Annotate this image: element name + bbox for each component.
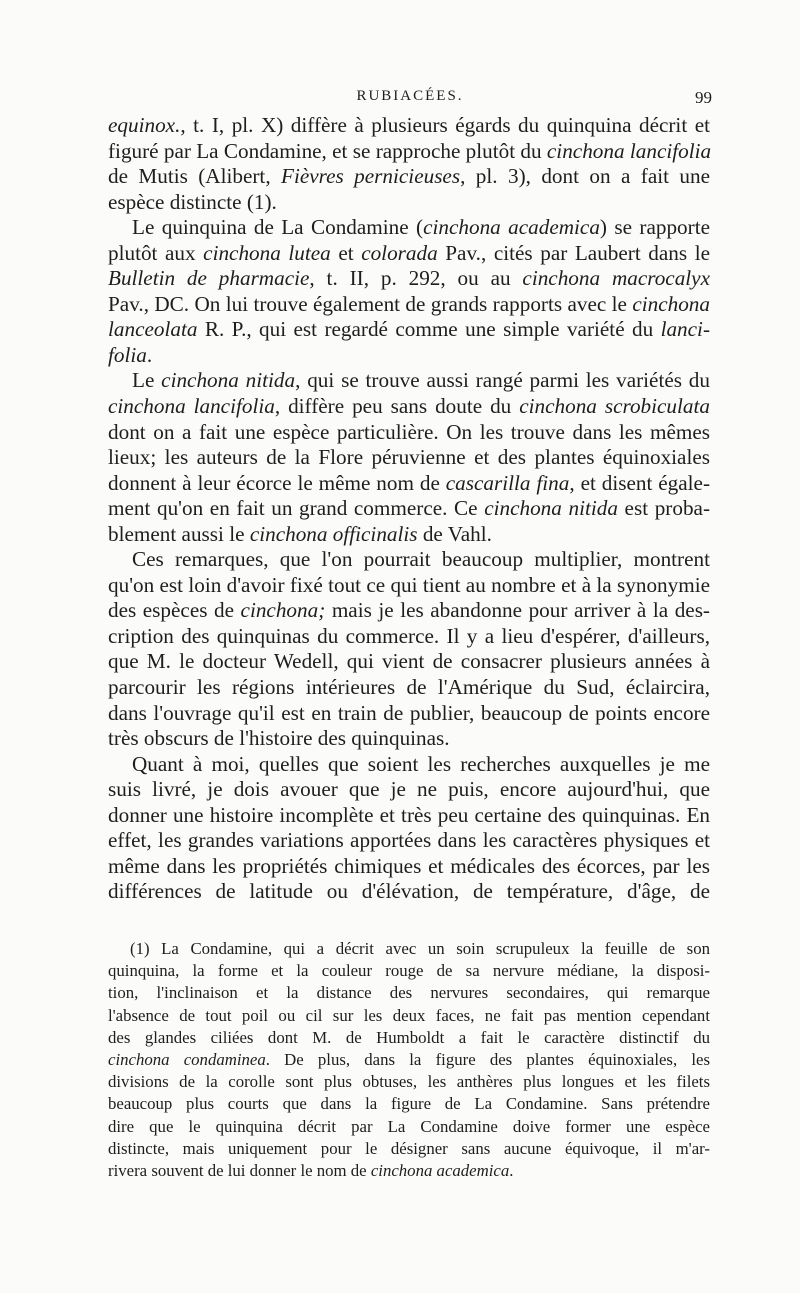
text-line: espèce distincte (1). [108, 189, 277, 214]
running-head [110, 88, 710, 108]
footnote-line: divisions de la corolle sont plus obtuses, les anthères plus longues et les filets [108, 1072, 710, 1092]
text-line: qu'on est loin d'avoir fixé tout ce qui tient au nombre et à la synonymie [108, 572, 710, 597]
text-line: très obscurs de l'histoire des quinquinas. [108, 726, 450, 751]
text-line: même dans les propriétés chimiques et médicales des écorces, par les [108, 853, 710, 878]
text-line: Le quinquina de La Condamine (cinchona academica) se rapporte [132, 215, 710, 240]
text-line: Le cinchona nitida, qui se trouve aussi rangé parmi les variétés du [132, 368, 710, 393]
footnote-line: des glandes ciliées dont M. de Humboldt a fait le caractère distinctif du [108, 1027, 710, 1047]
footnote-line: beaucoup plus courts que dans la figure de La Condamine. Sans prétendre [108, 1094, 710, 1114]
footnote-line: tion, l'inclinaison et la distance des nervures secondaires, qui remarque [108, 983, 710, 1003]
running-head-title: RUBIACÉES. [356, 88, 464, 104]
page-number: 99 [695, 88, 712, 107]
paragraph [108, 113, 710, 215]
footnote-line: rivera souvent de lui donner le nom de cinchona academica. [108, 1160, 514, 1180]
text-line: parcourir les régions intérieures de l'Amérique du Sud, éclaircira, [108, 675, 710, 700]
text-line: cription des quinquinas du commerce. Il y a lieu d'espérer, d'ailleurs, [108, 623, 710, 648]
footnote-line: cinchona condaminea. De plus, dans la figure des plantes équinoxiales, les [108, 1049, 711, 1069]
text-line: cinchona lancifolia, diffère peu sans doute du cinchona scrobiculata [108, 394, 710, 419]
text-line: equinox., t. I, pl. X) diffère à plusieurs égards du quinquina décrit et [108, 113, 710, 137]
text-line: donnent à leur écorce le même nom de cascarilla fina, et disent égale- [108, 470, 711, 495]
main-text [108, 113, 710, 905]
text-line: Ces remarques, que l'on pourrait beaucoup multiplier, montrent [132, 547, 710, 572]
paragraph [108, 368, 710, 547]
footnote-line: distincte, mais uniquement pour le désigner sans aucune équivoque, il m'ar- [108, 1138, 710, 1158]
text-line: Bulletin de pharmacie, t. II, p. 292, ou au cinchona macrocalyx [108, 266, 710, 291]
text-line: folia. [108, 342, 153, 367]
footnote-line: quinquina, la forme et la couleur rouge de sa nervure médiane, la disposi- [108, 961, 710, 981]
footnote-line: dire que le quinquina décrit par La Condamine doive former une espèce [108, 1116, 710, 1136]
text-line: blement aussi le cinchona officinalis de Vahl. [108, 521, 492, 546]
text-line: des espèces de cinchona; mais je les abandonne pour arriver à la des- [108, 598, 710, 623]
text-line: de Mutis (Alibert, Fièvres pernicieuses, pl. 3), dont on a fait une [108, 164, 711, 189]
footnote-line: (1) La Condamine, qui a décrit avec un soin scrupuleux la feuille de son [130, 939, 710, 958]
paragraph [108, 547, 710, 751]
text-line: dont on a fait une espèce particulière. On les trouve dans les mêmes [108, 419, 710, 444]
text-line: plutôt aux cinchona lutea et colorada Pav., cités par Laubert dans le [108, 240, 710, 265]
text-line: que M. le docteur Wedell, qui vient de consacrer plusieurs années à [108, 649, 710, 674]
paragraph [108, 752, 710, 905]
text-line: Quant à moi, quelles que soient les recherches auxquelles je me [132, 751, 710, 776]
text-line: Pav., DC. On lui trouve également de grands rapports avec le cinchona [108, 291, 710, 316]
paragraph [108, 215, 710, 368]
text-line: lanceolata R. P., qui est regardé comme une simple variété du lanci- [108, 317, 710, 342]
text-line: figuré par La Condamine, et se rapproche plutôt du cinchona lancifolia [108, 138, 712, 163]
footnote [108, 938, 710, 1182]
text-line: lieux; les auteurs de la Flore péruvienne et des plantes équinoxiales [108, 445, 710, 470]
text-line: donner une histoire incomplète et très peu certaine des quinquinas. En [108, 802, 710, 827]
text-line: suis livré, je dois avouer que je ne puis, encore aujourd'hui, que [108, 777, 710, 802]
text-line: effet, les grandes variations apportées dans les caractères physiques et [108, 828, 710, 853]
text-line: ment qu'on en fait un grand commerce. Ce cinchona nitida est proba- [108, 496, 711, 521]
footnote-line: l'absence de tout poil ou cil sur les deux faces, ne fait pas mention cependant [108, 1005, 710, 1025]
text-line: différences de latitude ou d'élévation, de température, d'âge, de [108, 879, 710, 904]
text-line: dans l'ouvrage qu'il est en train de publier, beaucoup de points encore [108, 700, 710, 725]
